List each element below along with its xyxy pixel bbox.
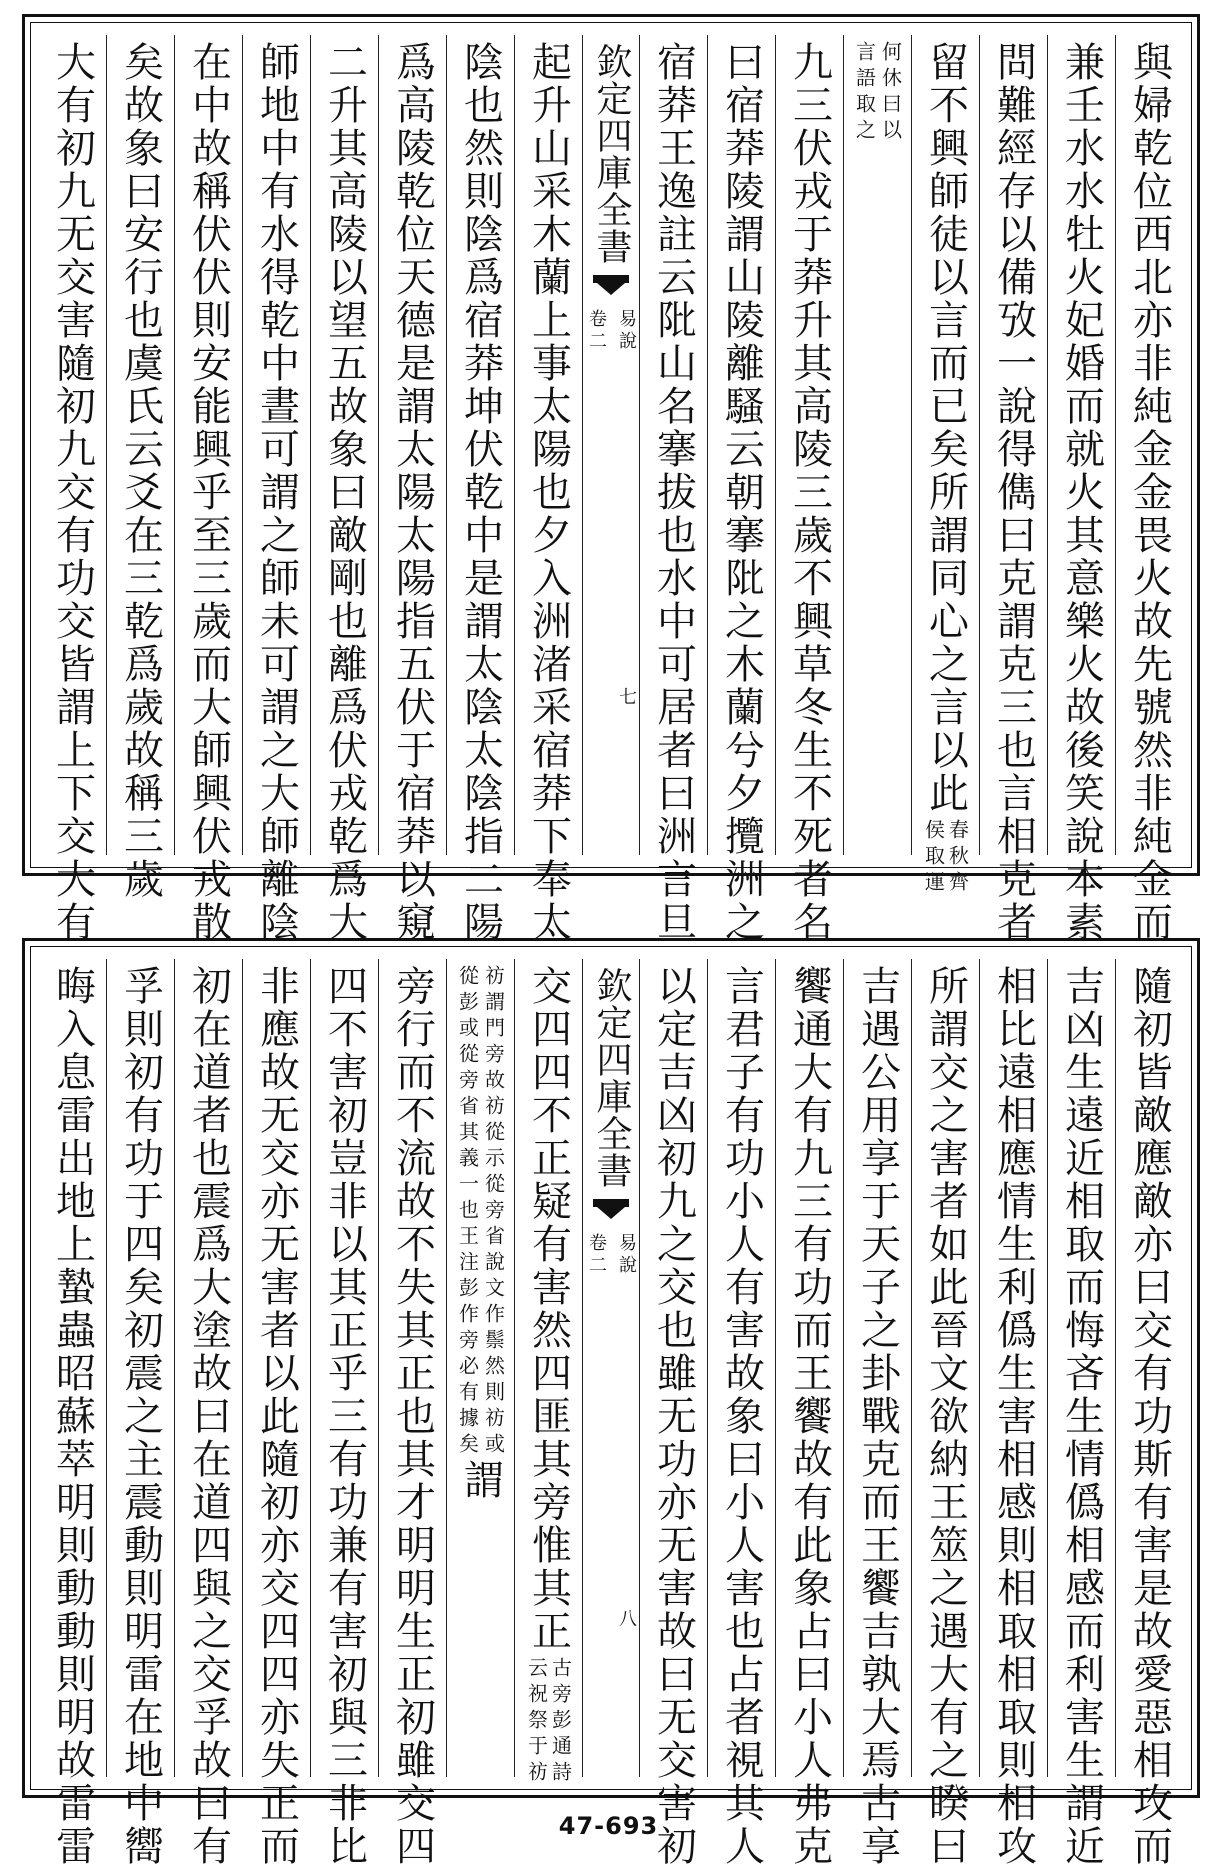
text-column (378, 35, 446, 944)
book-label (583, 309, 639, 353)
library-title: 欽定四庫全書 (591, 43, 632, 265)
text-column (911, 959, 979, 1868)
note-line: 何休曰以 (878, 41, 903, 145)
text-column (843, 35, 911, 855)
column-text: 陰也然則陰爲宿莽坤伏乾中是謂太陰太陰指二陽 (457, 41, 504, 944)
note-line: 古旁彭通詩 (548, 1657, 573, 1787)
interlinear-note (455, 965, 506, 1459)
column-text: 九三伏戎于莽升其高陵三歲不興草冬生不死者名 (786, 41, 833, 944)
text-column (979, 35, 1047, 944)
column-text: 宿莽王逸註云阰山名搴拔也水中可居者曰洲言旦 (650, 41, 697, 944)
fishtail-mark (591, 1199, 631, 1221)
column-text: 所謂交之害者如此晉文欲納王筮之遇大有之睽曰 (922, 965, 969, 1868)
text-column (639, 959, 707, 1868)
column-text: 四不害初豈非以其正乎三有功兼有害初與三非比 (321, 965, 368, 1868)
text-column (310, 35, 378, 944)
column-text: 以定吉凶初九之交也雖无功亦无害故曰无交害初 (650, 965, 697, 1868)
text-column (242, 959, 310, 1868)
juan-number: 卷二 (586, 1233, 607, 1277)
text-column (1047, 35, 1115, 944)
center-margin (582, 959, 639, 1777)
column-text: 爲高陵乾位天德是謂太陽太陽指五伏于宿莽以窺 (389, 41, 436, 944)
column-text: 相比遠相應情生利僞生害相感則相取相取則相攻 (990, 965, 1037, 1868)
library-title: 欽定四庫全書 (591, 967, 632, 1189)
text-column (843, 959, 911, 1868)
text-column (1047, 959, 1115, 1868)
text-column (1115, 35, 1183, 944)
column-text: 問難經存以備攷一說得儁曰克謂克三也言相克者 (990, 41, 1037, 944)
text-column (174, 35, 242, 944)
folio-number: 七 (616, 687, 637, 705)
text-column (514, 35, 582, 944)
text-column (911, 35, 979, 897)
note-line: 春秋齊 (945, 819, 970, 897)
column-text: 曰宿莽陵謂山陵離騷云朝搴阰之木蘭兮夕攬洲之 (718, 41, 765, 944)
center-margin (582, 35, 639, 855)
column-text: 旁行而不流故不失其正也其才明明生正初雖交四 (389, 965, 436, 1868)
fishtail-mark (591, 275, 631, 297)
book-title: 易說 (616, 1233, 637, 1277)
column-text: 謂 (457, 1459, 504, 1502)
upper-page (22, 14, 1200, 944)
column-text: 兼壬水水牡火妃婚而就火其意樂火故後笑說本素 (1058, 41, 1105, 944)
note-line: 言語取之 (852, 41, 877, 145)
column-text: 師地中有水得乾中晝可謂之師未可謂之大師離陰 (253, 41, 300, 944)
column-text: 饗通大有九三有功而王饗故有此象占曰小人弗克 (786, 965, 833, 1868)
column-text: 二升其高陵以望五故象曰敵剛也離爲伏戎乾爲大 (321, 41, 368, 944)
column-text: 初在道者也震爲大塗故曰在道四與之交孚故曰有 (185, 965, 232, 1868)
text-column (639, 35, 707, 944)
interlinear-note (852, 41, 903, 145)
note-line: 侯取運 (921, 819, 946, 897)
interlinear-note (921, 819, 970, 897)
text-column (39, 35, 106, 944)
text-column (446, 35, 514, 944)
text-column (1115, 959, 1183, 1868)
column-text: 大有初九无交害隨初九交有功交皆謂上下交大有 (49, 41, 96, 944)
column-text: 交四四不正疑有害然四匪其旁惟其正 (525, 965, 572, 1653)
book-title: 易說 (616, 309, 637, 353)
juan-number: 卷二 (586, 309, 607, 353)
text-column (514, 959, 582, 1787)
page-number-footer: 47-693 (558, 1812, 659, 1840)
book-label (583, 1233, 639, 1277)
text-column (242, 35, 310, 944)
text-column (775, 35, 843, 944)
column-text: 非應故无交亦无害者以此隨初亦交四四亦失正而 (253, 965, 300, 1868)
note-line: 從彭或從旁省其義一也王注彭作旁必有據矣 (455, 965, 480, 1459)
text-column (174, 959, 242, 1868)
text-column (446, 959, 514, 1777)
text-column (310, 959, 378, 1868)
column-text: 與婦乾位西北亦非純金金畏火故先號然非純金而 (1126, 41, 1173, 944)
column-text: 留不興師徒以言而已矣所謂同心之言以此 (922, 41, 969, 815)
column-text: 隨初皆敵應敵亦曰交有功斯有害是故愛惡相攻而 (1126, 965, 1173, 1868)
column-text: 矣故象曰安行也虞氏云爻在三乾爲歲故稱三歲 (117, 41, 164, 901)
note-line: 云祝祭于祊 (524, 1657, 549, 1787)
text-column (707, 35, 775, 944)
folio-number: 八 (616, 1609, 637, 1627)
text-column (979, 959, 1047, 1868)
upper-columns (39, 35, 1183, 944)
column-text: 起升山采木蘭上事太陽也夕入洲渚采宿莽下奉太 (525, 41, 572, 944)
note-line: 祊謂門旁故祊從示從旁省說文作鬃然則祊或 (481, 965, 506, 1459)
text-column (378, 959, 446, 1868)
column-text: 在中故稱伏伏則安能興乎至三歲而大師興伏戎散 (185, 41, 232, 944)
text-column (106, 35, 174, 901)
column-text: 孚則初有功于四矣初震之主震動則明雷在地中嚮 (117, 965, 164, 1868)
text-column (106, 959, 174, 1868)
column-text: 吉凶生遠近相取而悔吝生情僞相感而利害生謂近 (1058, 965, 1105, 1868)
text-column (775, 959, 843, 1868)
text-column (39, 959, 106, 1868)
text-column (707, 959, 775, 1868)
column-text: 吉遇公用享于天子之卦戰克而王饗吉孰大焉古享 (854, 965, 901, 1868)
column-text: 晦入息雷出地上蟄蟲昭蘇萃明則動動則明故雷雷 (49, 965, 96, 1868)
interlinear-note (524, 1657, 573, 1787)
column-text: 言君子有功小人有害故象曰小人害也占者視其人 (718, 965, 765, 1868)
